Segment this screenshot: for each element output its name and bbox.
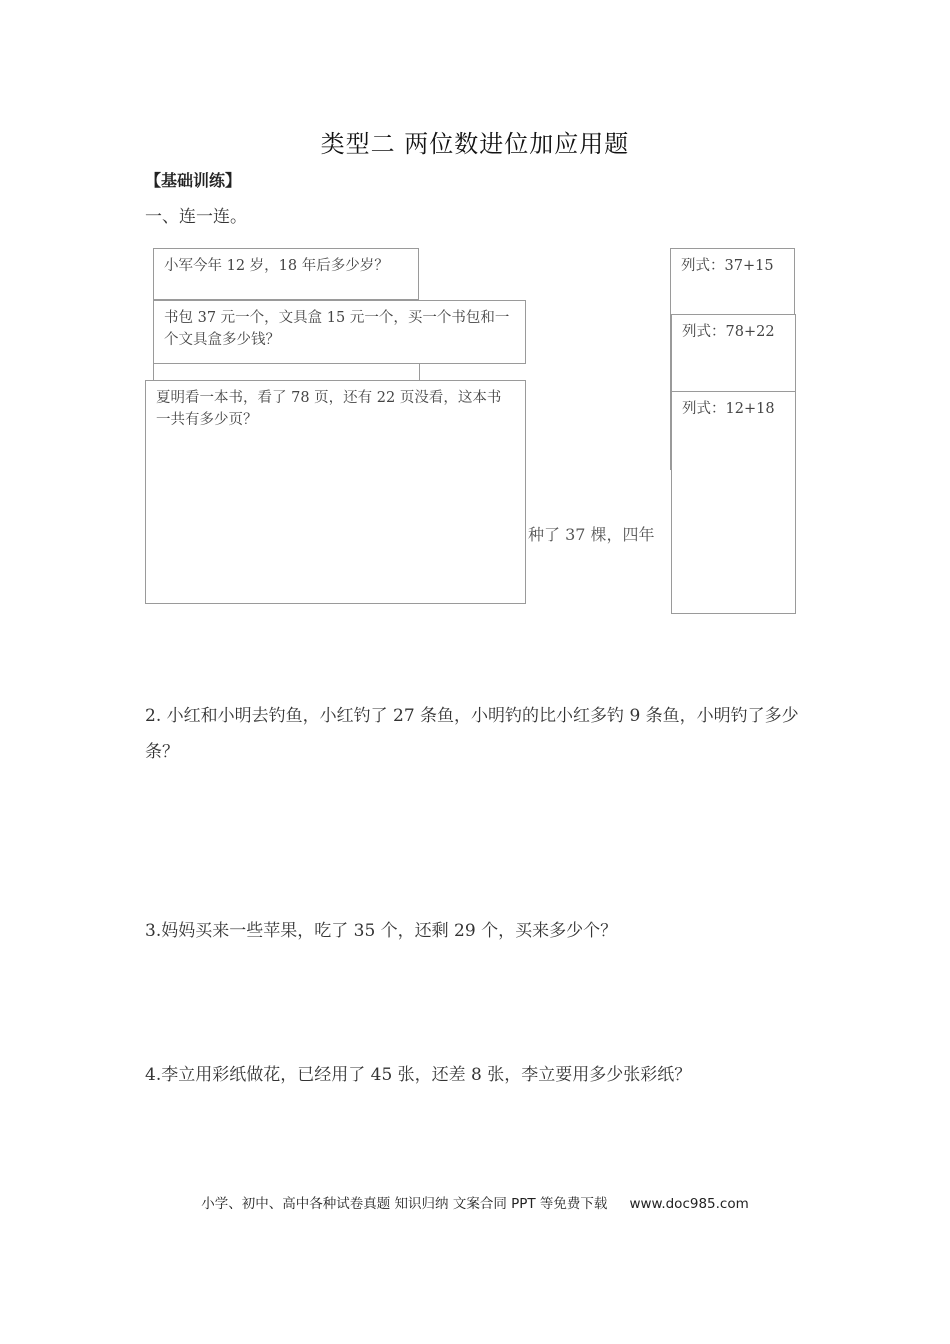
match-right-text-1: 列式：37+15 [681, 258, 774, 274]
box-connector-left [153, 364, 154, 380]
match-right-box-2 [671, 314, 796, 392]
question-4: 4.李立用彩纸做花，已经用了 45 张，还差 8 张，李立要用多少张彩纸？ [145, 1065, 692, 1085]
box-connector-right [419, 364, 420, 380]
question-3: 3.妈妈买来一些苹果，吃了 35 个，还剩 29 个，买来多少个？ [145, 921, 618, 941]
match-right-text-2: 列式：78+22 [682, 324, 775, 340]
match-left-box-1 [153, 248, 419, 300]
match-left-text-2: 书包 37 元一个，文具盒 15 元一个，买一个书包和一个文具盒多少钱？ [164, 310, 510, 348]
match-left-box-2 [153, 300, 526, 364]
match-right-box-3 [671, 391, 796, 614]
question-2: 2. 小红和小明去钓鱼，小红钓了 27 条鱼，小明钓的比小红多钓 9 条鱼，小明钓了多少条？ [145, 706, 799, 762]
match-left-box-3 [145, 380, 526, 604]
section-label: 【基础训练】 [145, 171, 242, 190]
overflow-text: 种了 37 棵，四年 [528, 525, 655, 544]
footer-text: 小学、初中、高中各种试卷真题 知识归纳 文案合同 PPT 等免费下载 [201, 1196, 608, 1212]
page-title: 类型二 两位数进位加应用题 [320, 130, 630, 158]
match-left-text-3: 夏明看一本书，看了 78 页，还有 22 页没看，这本书一共有多少页？ [156, 390, 502, 428]
page-footer [0, 1192, 950, 1212]
part1-heading: 一、连一连。 [145, 207, 247, 227]
match-right-text-3: 列式：12+18 [682, 401, 775, 417]
footer-url[interactable]: www.doc985.com [629, 1196, 749, 1212]
match-left-text-1: 小军今年 12 岁，18 年后多少岁？ [164, 258, 389, 274]
